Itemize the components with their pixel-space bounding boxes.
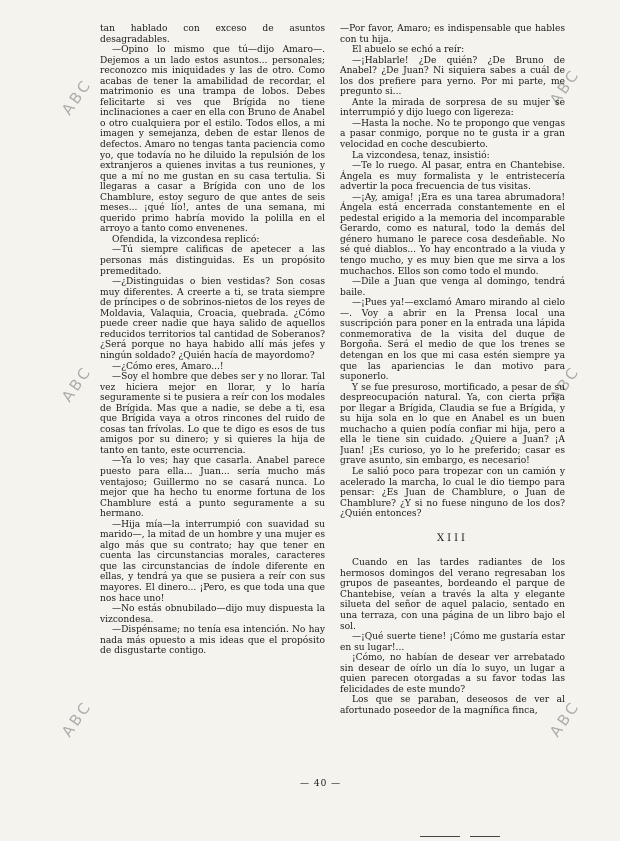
watermark-3: ABC — [58, 697, 96, 741]
paragraph: —Opino lo mismo que tú—dijo Amaro—. Dejemos a un lado estos asuntos... personales; reconozco mis iniquidades y las de otro. Como acabas de tener la amabilidad de recordar, el matrimonio es una trampa de lobos. Debes felicitarte si ves que Brígida no tiene inclinaciones a caer en ella con Bruno de Anabel o otro cualquiera por el estilo. Todos ellos, a mi imagen y semejanza, deben de estar llenos de defectos. Amaro no tengas tanta paciencia como yo, que todavía no he diluido la repulsión de los extranjeros a quienes invitas a tus reuniones, y que a mí no me gustan en su casa tertulia. Si llegaras a casar a Brígida con uno de los Chamblure, estoy seguro de que antes de seis meses... ¡qué lío!, antes de una semana, mi querido primo habría movido la polilla en el arroyo a tanto como envenenes. — [100, 45, 325, 235]
paragraph: —Dispénsame; no tenía esa intención. No hay nada más opuesto a mis ideas que el propósito de disgustarte contigo. — [100, 625, 325, 657]
watermark-4: ABC — [546, 65, 584, 109]
paragraph: —Dile a Juan que venga al domingo, tendrá baile. — [340, 277, 565, 298]
chapter-heading: XIII — [437, 532, 468, 544]
page-number: — 40 — — [300, 779, 342, 789]
paragraph: —¿Cómo eres, Amaro...! — [112, 361, 224, 372]
paragraph: El abuelo se echó a reír: — [352, 45, 465, 56]
paragraph: Ofendida, la vizcondesa replicó: — [112, 234, 260, 245]
paragraph: —Te lo ruego. Al pasar, entra en Chantebise. Ángela es muy formalista y le entristecería advertir la poca frecuencia de tus visitas. — [340, 161, 565, 193]
paragraph: Cuando en las tardes radiantes de los hermosos domingos del verano regresaban los grupos de paseantes, bordeando el parque de Chantebise, veían a través la alta y elegante silueta del señor de aquel palacio, sentado en una terraza, con una página de un libro bajo el sol. — [340, 558, 565, 632]
paragraph: tan hablado con exceso de asuntos desagradables. — [100, 24, 325, 45]
paragraph: —¡Qué suerte tiene! ¡Cómo me gustaría estar en su lugar!... — [340, 632, 565, 653]
paragraph: —Hija mía—la interrumpió con suavidad su marido—, la mitad de un hombre y una mujer es algo más que su contrato; hay que tener en cuenta las circunstancias morales, caracteres que las circunstancias de índole diferente en ellas, y tendrá ya que se pusiera a reír con sus mayores. El dinero... ¡Pero, es que toda una que nos hace uno! — [100, 519, 325, 604]
paragraph: —Ya lo ves; hay que casarla. Anabel parece puesto para ella... Juan... sería mucho más ventajoso; Guillermo no se casará nunca. Lo mejor que ha hecho tu enorme fortuna de los Chamblure está a punto seguramente a su hermano. — [100, 456, 325, 520]
paragraph: —Soy el hombre que debes ser y no llorar. Tal vez hiciera mejor en llorar, y lo haría seguramente si te pusiera a reír con los modales de Brígida. Mas que a nadie, se debe a ti, esa que Brígida vaya a otros rincones del ruido de cosas tan frívolas. Lo que te digo es esos de tus amigos por su dinero; y si quieres la hija de tanto en tanto, este ocurrencia. — [100, 372, 325, 456]
right-text-column — [340, 24, 565, 819]
watermark-5: ABC — [546, 362, 584, 406]
paragraph: —¡Pues ya!—exclamó Amaro mirando al cielo—. Voy a abrir en la Prensa local una suscripción para poner en la entrada una lápida conmemorativa de la visita del duque de Borgoña. Será el medio de que los trenes se detengan en los que mi casa estén siempre ya que las apariencias le dan motivo para suponerlo. — [340, 298, 565, 383]
paragraph: —¿Distinguidas o bien vestidas? Son cosas muy diferentes. A creerte a ti, se trata siempre de príncipes o de sobrinos-nietos de los reyes de Moldavia, Valaquia, Croacia, quebrada. ¿Cómo puede creer nadie que haya salido de aquellos reducidos territorios tal cantidad de Soberanos? ¿Será porque no haya habido allí más jefes y ningún soldado? ¿Quién hacía de mayordomo? — [100, 277, 325, 361]
left-text-column — [100, 24, 325, 779]
paragraph: —¡Ay, amiga! ¡Era es una tarea abrumadora! Ángela está encerrada constantemente en el pedestal erigido a la memoria del incomparable Gerardo, como es natural, todo la demás del género humano le parece cosa desdeñable. No sé qué diablos... Yo hay encontrado a la viuda y tengo mucho, y es muy bien que me sirva a los muchachos. Ellos son como todo el mundo. — [340, 192, 565, 277]
bottom-rule — [470, 836, 500, 837]
paragraph: —Por favor, Amaro; es indispensable que hables con tu hija. — [340, 24, 565, 45]
paragraph: —¡Hablarle! ¿De quién? ¿De Bruno de Anabel? ¿De Juan? Ni siquiera sabes a cuál de los dos prefiere para yerno. Por mi parte, me pregunto si... — [340, 55, 565, 98]
paragraph: ¡Cómo, no habían de desear ver arrebatado sin desear de oírlo un día lo suyo, un lugar a quien parecen otorgadas a su favor todas las felicidades de este mundo? — [340, 653, 565, 695]
watermark-1: ABC — [58, 75, 96, 119]
paragraph: Le salió poco para tropezar con un camión y acelerado la marcha, lo cual le dio tiempo para pensar: ¿Es Juan de Chamblure, o Juan de Chamblure? ¿Y si no fuese ninguno de los dos? ¿Quién entonces? — [340, 466, 565, 520]
watermark-2: ABC — [58, 362, 96, 406]
bottom-rule — [420, 836, 460, 837]
paragraph: —Hasta la noche. No te propongo que vengas a pasar conmigo, porque no te gusta ir a gran velocidad en coche descubierto. — [340, 118, 565, 151]
watermark-6: ABC — [546, 697, 584, 741]
paragraph: Ante la mirada de sorpresa de su mujer se interrumpió y dijo luego con ligereza: — [340, 97, 565, 119]
paragraph: —Tú siempre calificas de apetecer a las personas más distinguidas. Es un propósito premeditado. — [100, 245, 325, 277]
paragraph: La vizcondesa, tenaz, insistió: — [352, 150, 490, 161]
paragraph: —No estás obnubilado—dijo muy dispuesta la vizcondesa. — [100, 604, 325, 625]
paragraph: Y se fue presuroso, mortificado, a pesar de su despreocupación natural. Ya, con cierta prisa por llegar a Brígida, Claudia se fue a Brígida, y su hija sola en lo que en Anabel es un buen muchacho a quien podía confiar mi hija, pero a ella le tiene sin cuidado. ¿Quiere a Juan? ¡A Juan! ¡Es curioso, yo lo he preferido; casar es grave asunto, sin embargo, es necesario! — [340, 382, 565, 467]
paragraph: Los que se paraban, deseosos de ver al afortunado poseedor de la magnífica finca, — [340, 695, 565, 716]
